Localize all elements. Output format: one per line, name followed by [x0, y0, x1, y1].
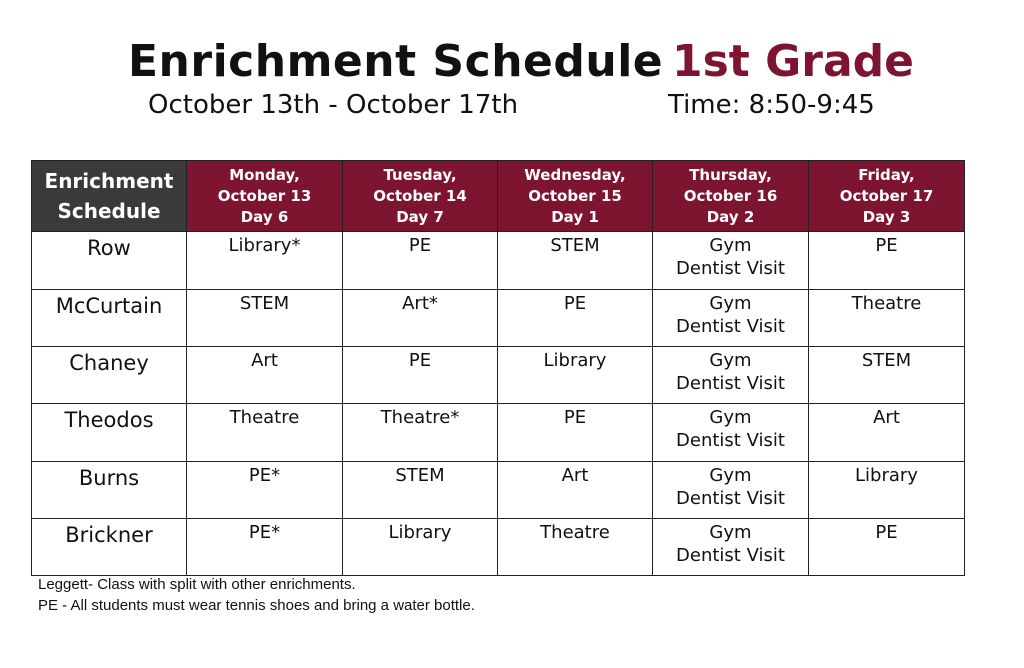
activity-label: Theatre: [540, 522, 610, 543]
activity-label: Dentist Visit: [676, 316, 785, 337]
date-range: October 13th - October 17th: [148, 90, 519, 120]
activity-label: STEM: [239, 293, 290, 314]
time-range: Time: 8:50-9:45: [668, 90, 875, 120]
activity-label: Art: [561, 465, 589, 486]
footnote: PE - All students must wear tennis shoes and bring a water bottle.: [38, 597, 475, 614]
day-header-day: Day 6: [240, 207, 289, 226]
schedule-cell: [653, 462, 809, 519]
schedule-cell: [653, 347, 809, 404]
schedule-cell: [653, 232, 809, 290]
schedule-cell: [343, 347, 498, 404]
day-header: [809, 161, 965, 232]
schedule-cell: [343, 519, 498, 576]
activity-label: STEM: [395, 465, 445, 486]
class-name: Chaney: [32, 347, 187, 404]
day-header-day: Day 2: [706, 207, 755, 226]
schedule-cell: [809, 232, 965, 290]
activity-label: Theatre: [851, 293, 922, 314]
class-name: Burns: [32, 462, 187, 519]
day-header: [187, 161, 343, 232]
table-row: [32, 347, 965, 404]
activity-label: Gym: [709, 235, 752, 256]
activity-label: PE: [408, 350, 432, 371]
activity-label: Gym: [709, 407, 752, 428]
schedule-cell: [809, 519, 965, 576]
activity-label: Gym: [709, 293, 752, 314]
schedule-cell: [809, 404, 965, 462]
day-header-date: October 17: [839, 186, 934, 205]
activity-label: Theatre*: [380, 407, 460, 428]
class-name: McCurtain: [32, 290, 187, 347]
activity-label: PE*: [248, 522, 281, 543]
day-header: [343, 161, 498, 232]
day-header-day: Day 1: [551, 207, 599, 226]
day-header-date: October 16: [683, 186, 778, 205]
day-header: [653, 161, 809, 232]
header-row: [32, 161, 965, 232]
schedule-cell: [809, 347, 965, 404]
activity-label: Art: [873, 407, 900, 428]
schedule-cell: [498, 404, 653, 462]
day-header-weekday: Monday,: [229, 165, 300, 184]
activity-label: Dentist Visit: [676, 488, 785, 509]
day-header-date: October 13: [217, 186, 312, 205]
schedule-cell: [343, 232, 498, 290]
day-header-day: Day 3: [862, 207, 911, 226]
activity-label: Dentist Visit: [676, 258, 785, 279]
activity-label: Gym: [709, 350, 752, 371]
schedule-cell: [498, 347, 653, 404]
day-header-weekday: Tuesday,: [383, 165, 457, 184]
activity-label: PE: [563, 407, 587, 428]
schedule-cell: [343, 462, 498, 519]
activity-label: Theatre: [229, 407, 300, 428]
activity-label: PE*: [248, 465, 281, 486]
corner-line-2: Schedule: [57, 199, 161, 223]
activity-label: Library: [855, 465, 918, 486]
activity-label: STEM: [861, 350, 912, 371]
activity-label: Dentist Visit: [676, 430, 785, 451]
day-header-weekday: Wednesday,: [524, 165, 626, 184]
schedule-cell: [187, 519, 343, 576]
grade-label: 1st Grade: [672, 36, 914, 87]
day-header-weekday: Thursday,: [689, 165, 772, 184]
activity-label: Gym: [709, 522, 752, 543]
activity-label: Dentist Visit: [676, 545, 785, 566]
activity-label: Art*: [402, 293, 438, 314]
schedule-cell: [809, 290, 965, 347]
schedule-cell: [187, 462, 343, 519]
schedule-cell: [498, 519, 653, 576]
activity-label: PE: [408, 235, 432, 256]
schedule-table: [31, 160, 965, 576]
table-row: [32, 290, 965, 347]
schedule-cell: [343, 290, 498, 347]
class-name: Row: [32, 232, 187, 290]
schedule-cell: [653, 404, 809, 462]
footnotes: [38, 574, 475, 616]
activity-label: Library*: [228, 235, 301, 256]
footnote: Leggett- Class with split with other enrichments.: [38, 576, 356, 593]
schedule-cell: [187, 347, 343, 404]
activity-label: PE: [563, 293, 587, 314]
activity-label: Art: [251, 350, 278, 371]
corner-line-1: Enrichment: [44, 169, 174, 193]
corner-header: [32, 161, 187, 232]
class-name: Theodos: [32, 404, 187, 462]
class-name: Brickner: [32, 519, 187, 576]
day-header-day: Day 7: [396, 207, 444, 226]
activity-label: Gym: [709, 465, 752, 486]
day-header-weekday: Friday,: [858, 165, 915, 184]
schedule-cell: [653, 519, 809, 576]
day-header-date: October 14: [373, 186, 467, 205]
day-header: [498, 161, 653, 232]
activity-label: PE: [875, 522, 898, 543]
day-header-date: October 15: [528, 186, 622, 205]
activity-label: STEM: [550, 235, 600, 256]
table-row: [32, 404, 965, 462]
table-row: [32, 462, 965, 519]
schedule-cell: [187, 404, 343, 462]
activity-label: Dentist Visit: [676, 373, 785, 394]
schedule-cell: [498, 290, 653, 347]
schedule-cell: [498, 462, 653, 519]
schedule-cell: [343, 404, 498, 462]
table-row: [32, 519, 965, 576]
schedule-cell: [187, 232, 343, 290]
activity-label: Library: [543, 350, 607, 371]
page-title: Enrichment Schedule: [128, 36, 664, 87]
activity-label: PE: [875, 235, 898, 256]
schedule-cell: [809, 462, 965, 519]
table-row: [32, 232, 965, 290]
schedule-cell: [498, 232, 653, 290]
schedule-cell: [653, 290, 809, 347]
schedule-cell: [187, 290, 343, 347]
activity-label: Library: [388, 522, 452, 543]
